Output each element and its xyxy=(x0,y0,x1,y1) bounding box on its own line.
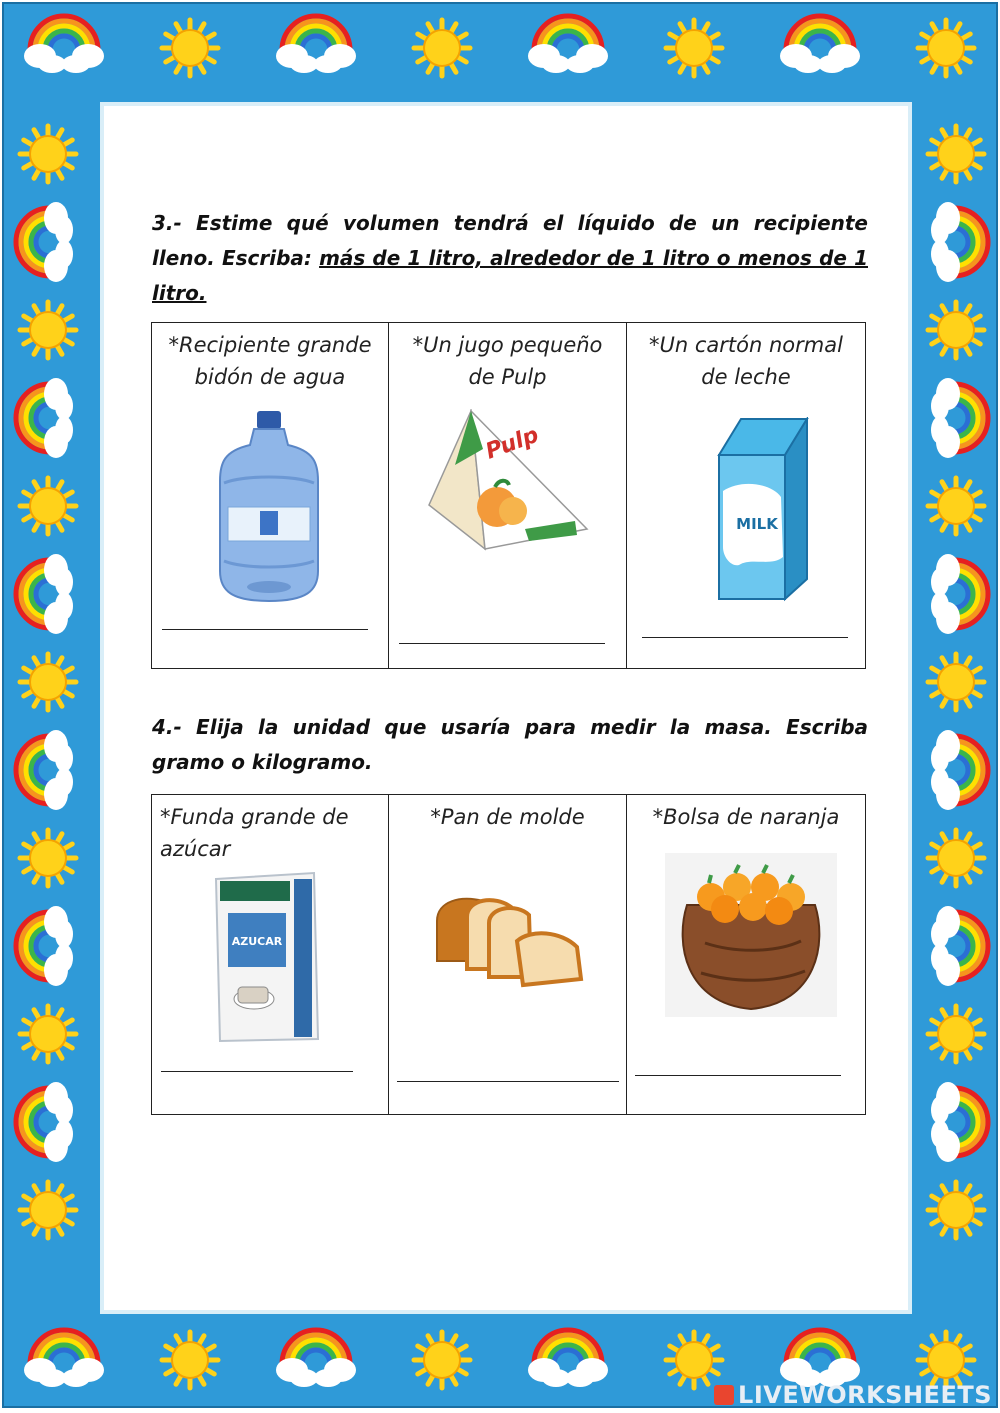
milk-carton-cell xyxy=(627,323,866,669)
sugar-bag-icon xyxy=(210,869,322,1045)
sun-icon xyxy=(20,126,76,182)
sun-icon xyxy=(20,1182,76,1238)
answer-line[interactable] xyxy=(635,1075,841,1076)
rainbow-cloud-icon xyxy=(931,1082,988,1162)
sun-icon xyxy=(20,654,76,710)
bread-loaf-cell xyxy=(389,795,627,1115)
sugar-brand-text: AZUCAR xyxy=(231,935,283,948)
sun-icon xyxy=(414,1332,470,1388)
mass-unit-table xyxy=(151,794,866,1115)
decorative-border xyxy=(2,2,998,1408)
rainbow-cloud-icon xyxy=(931,202,988,282)
rainbow-cloud-icon xyxy=(16,906,73,986)
question-3 xyxy=(152,206,868,311)
juice-box-cell xyxy=(389,323,627,669)
sun-icon xyxy=(928,1182,984,1238)
juice-box-icon xyxy=(425,409,593,555)
sun-icon xyxy=(666,1332,722,1388)
bread-loaf-icon xyxy=(431,891,585,989)
rainbow-cloud-icon xyxy=(780,16,860,73)
pulp-brand-text: Pulp xyxy=(482,422,543,465)
answer-line[interactable] xyxy=(162,629,368,630)
rainbow-cloud-icon xyxy=(24,16,104,73)
juice-box-label: *Un jugo pequeño de Pulp xyxy=(412,333,603,389)
sun-icon xyxy=(928,126,984,182)
rainbow-cloud-icon xyxy=(16,554,73,634)
sun-icon xyxy=(162,20,218,76)
answer-line[interactable] xyxy=(642,637,848,638)
sun-icon xyxy=(666,20,722,76)
sun-icon xyxy=(928,478,984,534)
milk-carton-icon xyxy=(711,417,811,603)
rainbow-cloud-icon xyxy=(931,730,988,810)
question-4: 4.- Elija la unidad que usaría para medir la masa. Escriba gramo o kilogramo. xyxy=(152,715,868,774)
sun-icon xyxy=(928,830,984,886)
sugar-bag-label: *Funda grande de azúcar xyxy=(160,805,349,861)
sun-icon xyxy=(928,302,984,358)
orange-sack-label: *Bolsa de naranja xyxy=(652,805,840,829)
milk-carton-label: *Un cartón normal de leche xyxy=(649,333,843,389)
rainbow-cloud-icon xyxy=(528,16,608,73)
rainbow-cloud-icon xyxy=(780,1330,860,1387)
rainbow-cloud-icon xyxy=(528,1330,608,1387)
answer-line[interactable] xyxy=(399,643,605,644)
bread-loaf-label: *Pan de molde xyxy=(430,805,585,829)
rainbow-cloud-icon xyxy=(931,378,988,458)
liveworksheets-logo-icon xyxy=(714,1385,734,1405)
sun-icon xyxy=(162,1332,218,1388)
rainbow-cloud-icon xyxy=(931,554,988,634)
sun-icon xyxy=(20,1006,76,1062)
sun-icon xyxy=(20,830,76,886)
rainbow-cloud-icon xyxy=(276,1330,356,1387)
worksheet-page xyxy=(100,102,912,1314)
sun-icon xyxy=(20,478,76,534)
liveworksheets-watermark xyxy=(714,1381,992,1409)
rainbow-cloud-icon xyxy=(931,906,988,986)
question-3-options: más de 1 litro, alrededor de 1 litro o menos de 1 litro. xyxy=(152,246,868,305)
rainbow-cloud-icon xyxy=(16,1082,73,1162)
sun-icon xyxy=(918,1332,974,1388)
rainbow-cloud-icon xyxy=(24,1330,104,1387)
rainbow-cloud-icon xyxy=(16,730,73,810)
sun-icon xyxy=(20,302,76,358)
sun-icon xyxy=(928,1006,984,1062)
sun-icon xyxy=(414,20,470,76)
sun-icon xyxy=(928,654,984,710)
liquid-volume-table xyxy=(151,322,866,669)
rainbow-cloud-icon xyxy=(16,378,73,458)
answer-line[interactable] xyxy=(161,1071,353,1072)
orange-sack-cell xyxy=(627,795,866,1115)
question-3-lead: 3.- Estime qué volumen tendrá el líquido de un recipiente lleno. Escriba: xyxy=(152,211,868,270)
sugar-bag-cell xyxy=(152,795,389,1115)
orange-sack-icon xyxy=(665,853,837,1017)
water-jug-icon xyxy=(214,411,324,606)
rainbow-cloud-icon xyxy=(276,16,356,73)
watermark-text: LIVEWORKSHEETS xyxy=(738,1381,992,1409)
rainbow-cloud-icon xyxy=(16,202,73,282)
sun-icon xyxy=(918,20,974,76)
answer-line[interactable] xyxy=(397,1081,619,1082)
water-jug-label: *Recipiente grande bidón de agua xyxy=(168,333,372,389)
milk-brand-text: MILK xyxy=(736,515,778,533)
water-jug-cell xyxy=(152,323,389,669)
